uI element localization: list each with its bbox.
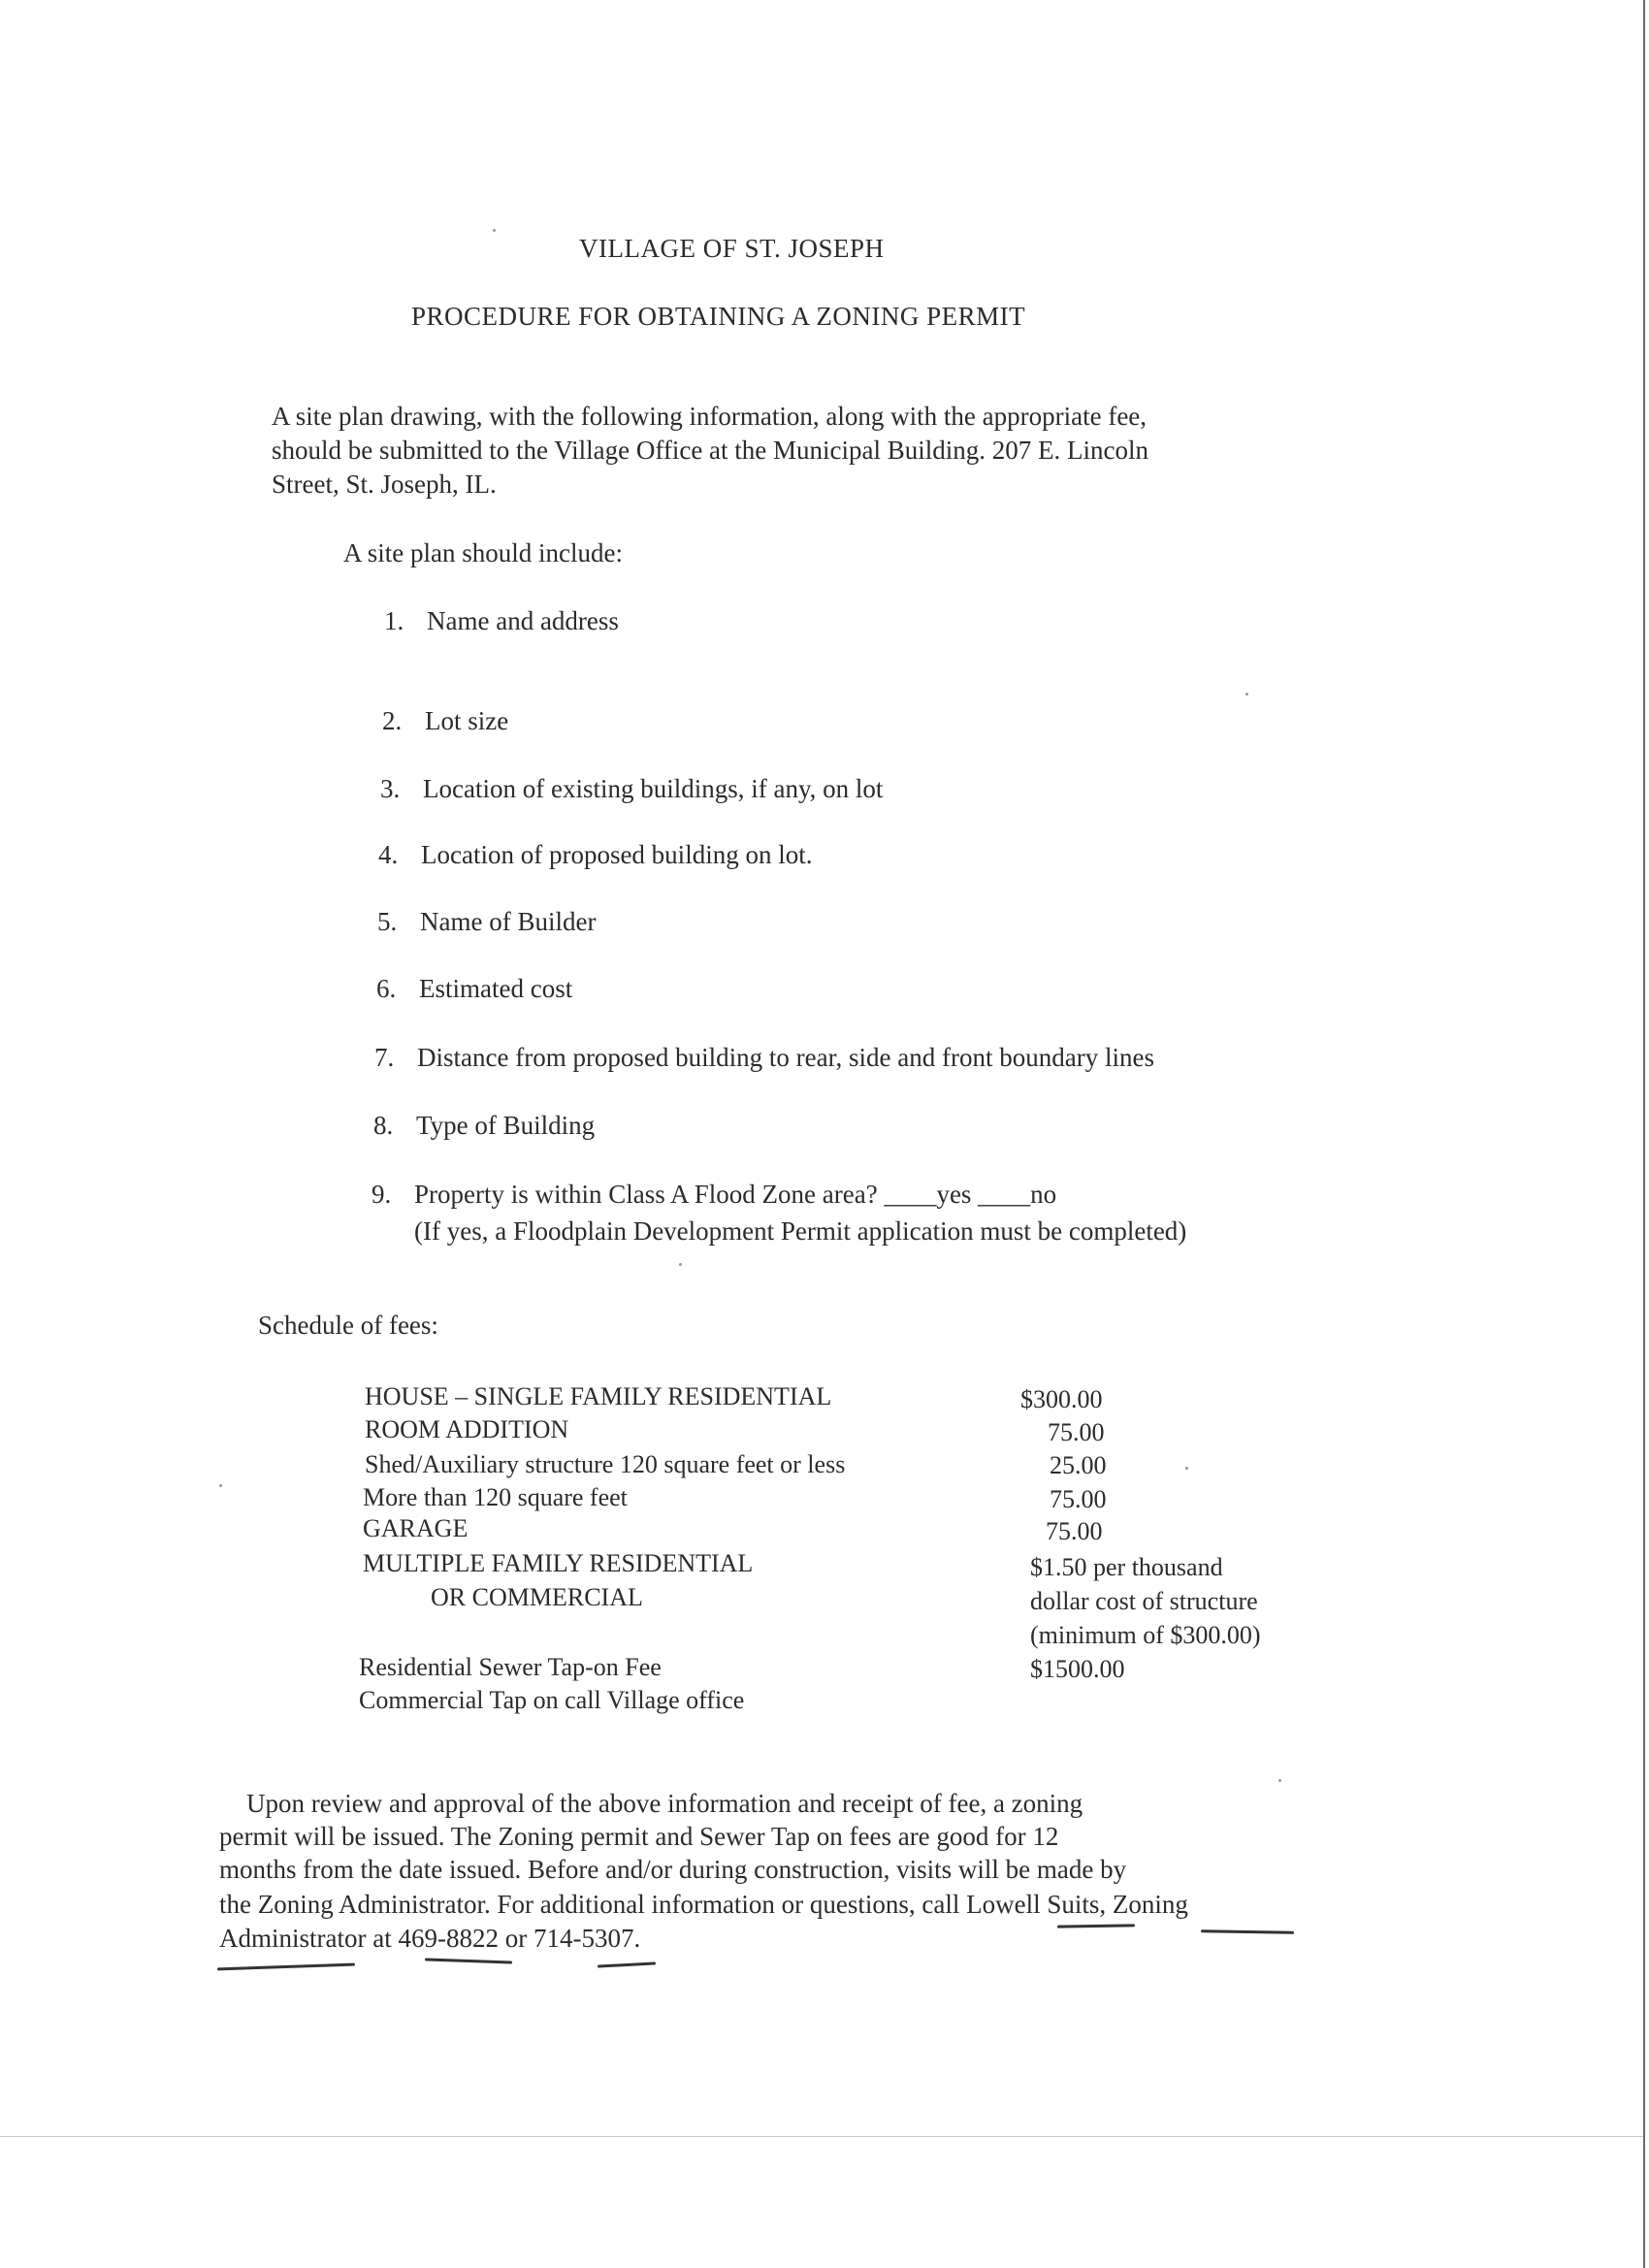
fees-heading: Schedule of fees: xyxy=(258,1311,438,1340)
handwritten-underline xyxy=(1201,1929,1294,1934)
scan-speck xyxy=(1278,1779,1281,1782)
fee-label: More than 120 square feet xyxy=(363,1483,628,1511)
list-item xyxy=(373,1113,595,1139)
handwritten-underline xyxy=(598,1961,656,1967)
fee-label: OR COMMERCIAL xyxy=(431,1583,643,1611)
list-number: 6. xyxy=(376,974,397,1003)
fee-label: Commercial Tap on call Village office xyxy=(359,1686,745,1714)
list-number: 8. xyxy=(373,1111,394,1140)
fee-amount: 75.00 xyxy=(1046,1517,1103,1545)
list-item xyxy=(384,608,619,634)
closing-line-3: months from the date issued. Before and/or during construction, visits will be made by xyxy=(219,1855,1127,1884)
list-item xyxy=(377,909,596,935)
list-text: Estimated cost xyxy=(419,974,573,1003)
list-number: 5. xyxy=(377,907,398,936)
list-number: 9. xyxy=(372,1180,392,1209)
list-text: Location of proposed building on lot. xyxy=(421,840,813,869)
document-title: PROCEDURE FOR OBTAINING A ZONING PERMIT xyxy=(411,302,1026,331)
list-number: 7. xyxy=(374,1043,395,1072)
fee-amount: $1500.00 xyxy=(1030,1655,1125,1683)
list-text: Distance from proposed building to rear, side and front boundary lines xyxy=(417,1043,1154,1072)
scan-line xyxy=(0,2136,1643,2137)
closing-line-5: Administrator at 469-8822 or 714-5307. xyxy=(219,1924,641,1953)
list-item xyxy=(376,976,572,1002)
fee-label: ROOM ADDITION xyxy=(365,1415,569,1443)
handwritten-underline xyxy=(217,1963,355,1971)
fee-amount: 75.00 xyxy=(1050,1485,1107,1513)
list-number: 2. xyxy=(382,706,403,735)
village-heading: VILLAGE OF ST. JOSEPH xyxy=(579,234,885,263)
list-number: 4. xyxy=(378,840,399,869)
fee-amount: $300.00 xyxy=(1020,1385,1103,1413)
intro-line-2: should be submitted to the Village Office at the Municipal Building. 207 E. Lincoln xyxy=(272,436,1148,465)
list-text: Name and address xyxy=(427,606,619,635)
fee-label: GARAGE xyxy=(363,1514,469,1542)
list-item xyxy=(378,842,812,868)
scan-speck xyxy=(679,1263,682,1266)
list-text: Name of Builder xyxy=(420,907,597,936)
handwritten-underline xyxy=(1057,1924,1135,1928)
closing-line-1: Upon review and approval of the above information and receipt of fee, a zoning xyxy=(246,1789,1083,1818)
fee-amount: dollar cost of structure xyxy=(1030,1587,1258,1615)
scan-speck xyxy=(1245,693,1248,696)
fee-amount: $1.50 per thousand xyxy=(1030,1553,1223,1581)
list-number: 1. xyxy=(384,606,404,635)
fee-label: Residential Sewer Tap-on Fee xyxy=(359,1653,662,1681)
list-text: Property is within Class A Flood Zone area? ____yes ____no xyxy=(414,1180,1057,1209)
flood-zone-note: (If yes, a Floodplain Development Permit application must be completed) xyxy=(414,1216,1187,1246)
fee-label: HOUSE – SINGLE FAMILY RESIDENTIAL xyxy=(365,1382,832,1410)
scan-speck xyxy=(1185,1467,1188,1470)
fee-label: MULTIPLE FAMILY RESIDENTIAL xyxy=(363,1549,754,1577)
fee-amount: 25.00 xyxy=(1050,1451,1107,1479)
fee-label: Shed/Auxiliary structure 120 square feet or less xyxy=(365,1450,846,1478)
scan-speck xyxy=(219,1484,222,1487)
list-item xyxy=(374,1045,1154,1071)
intro-line-1: A site plan drawing, with the following information, along with the appropriate fee, xyxy=(272,402,1148,431)
list-item xyxy=(372,1182,1056,1208)
list-item xyxy=(382,708,508,734)
closing-line-2: permit will be issued. The Zoning permit and Sewer Tap on fees are good for 12 xyxy=(219,1822,1059,1851)
list-text: Lot size xyxy=(425,706,509,735)
intro-line-3: Street, St. Joseph, IL. xyxy=(272,470,497,499)
site-plan-heading: A site plan should include: xyxy=(343,538,623,567)
fee-amount: 75.00 xyxy=(1048,1418,1105,1446)
fee-amount: (minimum of $300.00) xyxy=(1030,1621,1261,1649)
page-edge xyxy=(1643,0,1645,2268)
handwritten-underline xyxy=(425,1958,512,1963)
closing-line-4: the Zoning Administrator. For additional information or questions, call Lowell Suits, Zoning xyxy=(219,1890,1188,1919)
list-item xyxy=(380,776,883,802)
list-number: 3. xyxy=(380,774,401,803)
list-text: Location of existing buildings, if any, on lot xyxy=(423,774,884,803)
scan-speck xyxy=(493,229,496,232)
list-text: Type of Building xyxy=(416,1111,596,1140)
